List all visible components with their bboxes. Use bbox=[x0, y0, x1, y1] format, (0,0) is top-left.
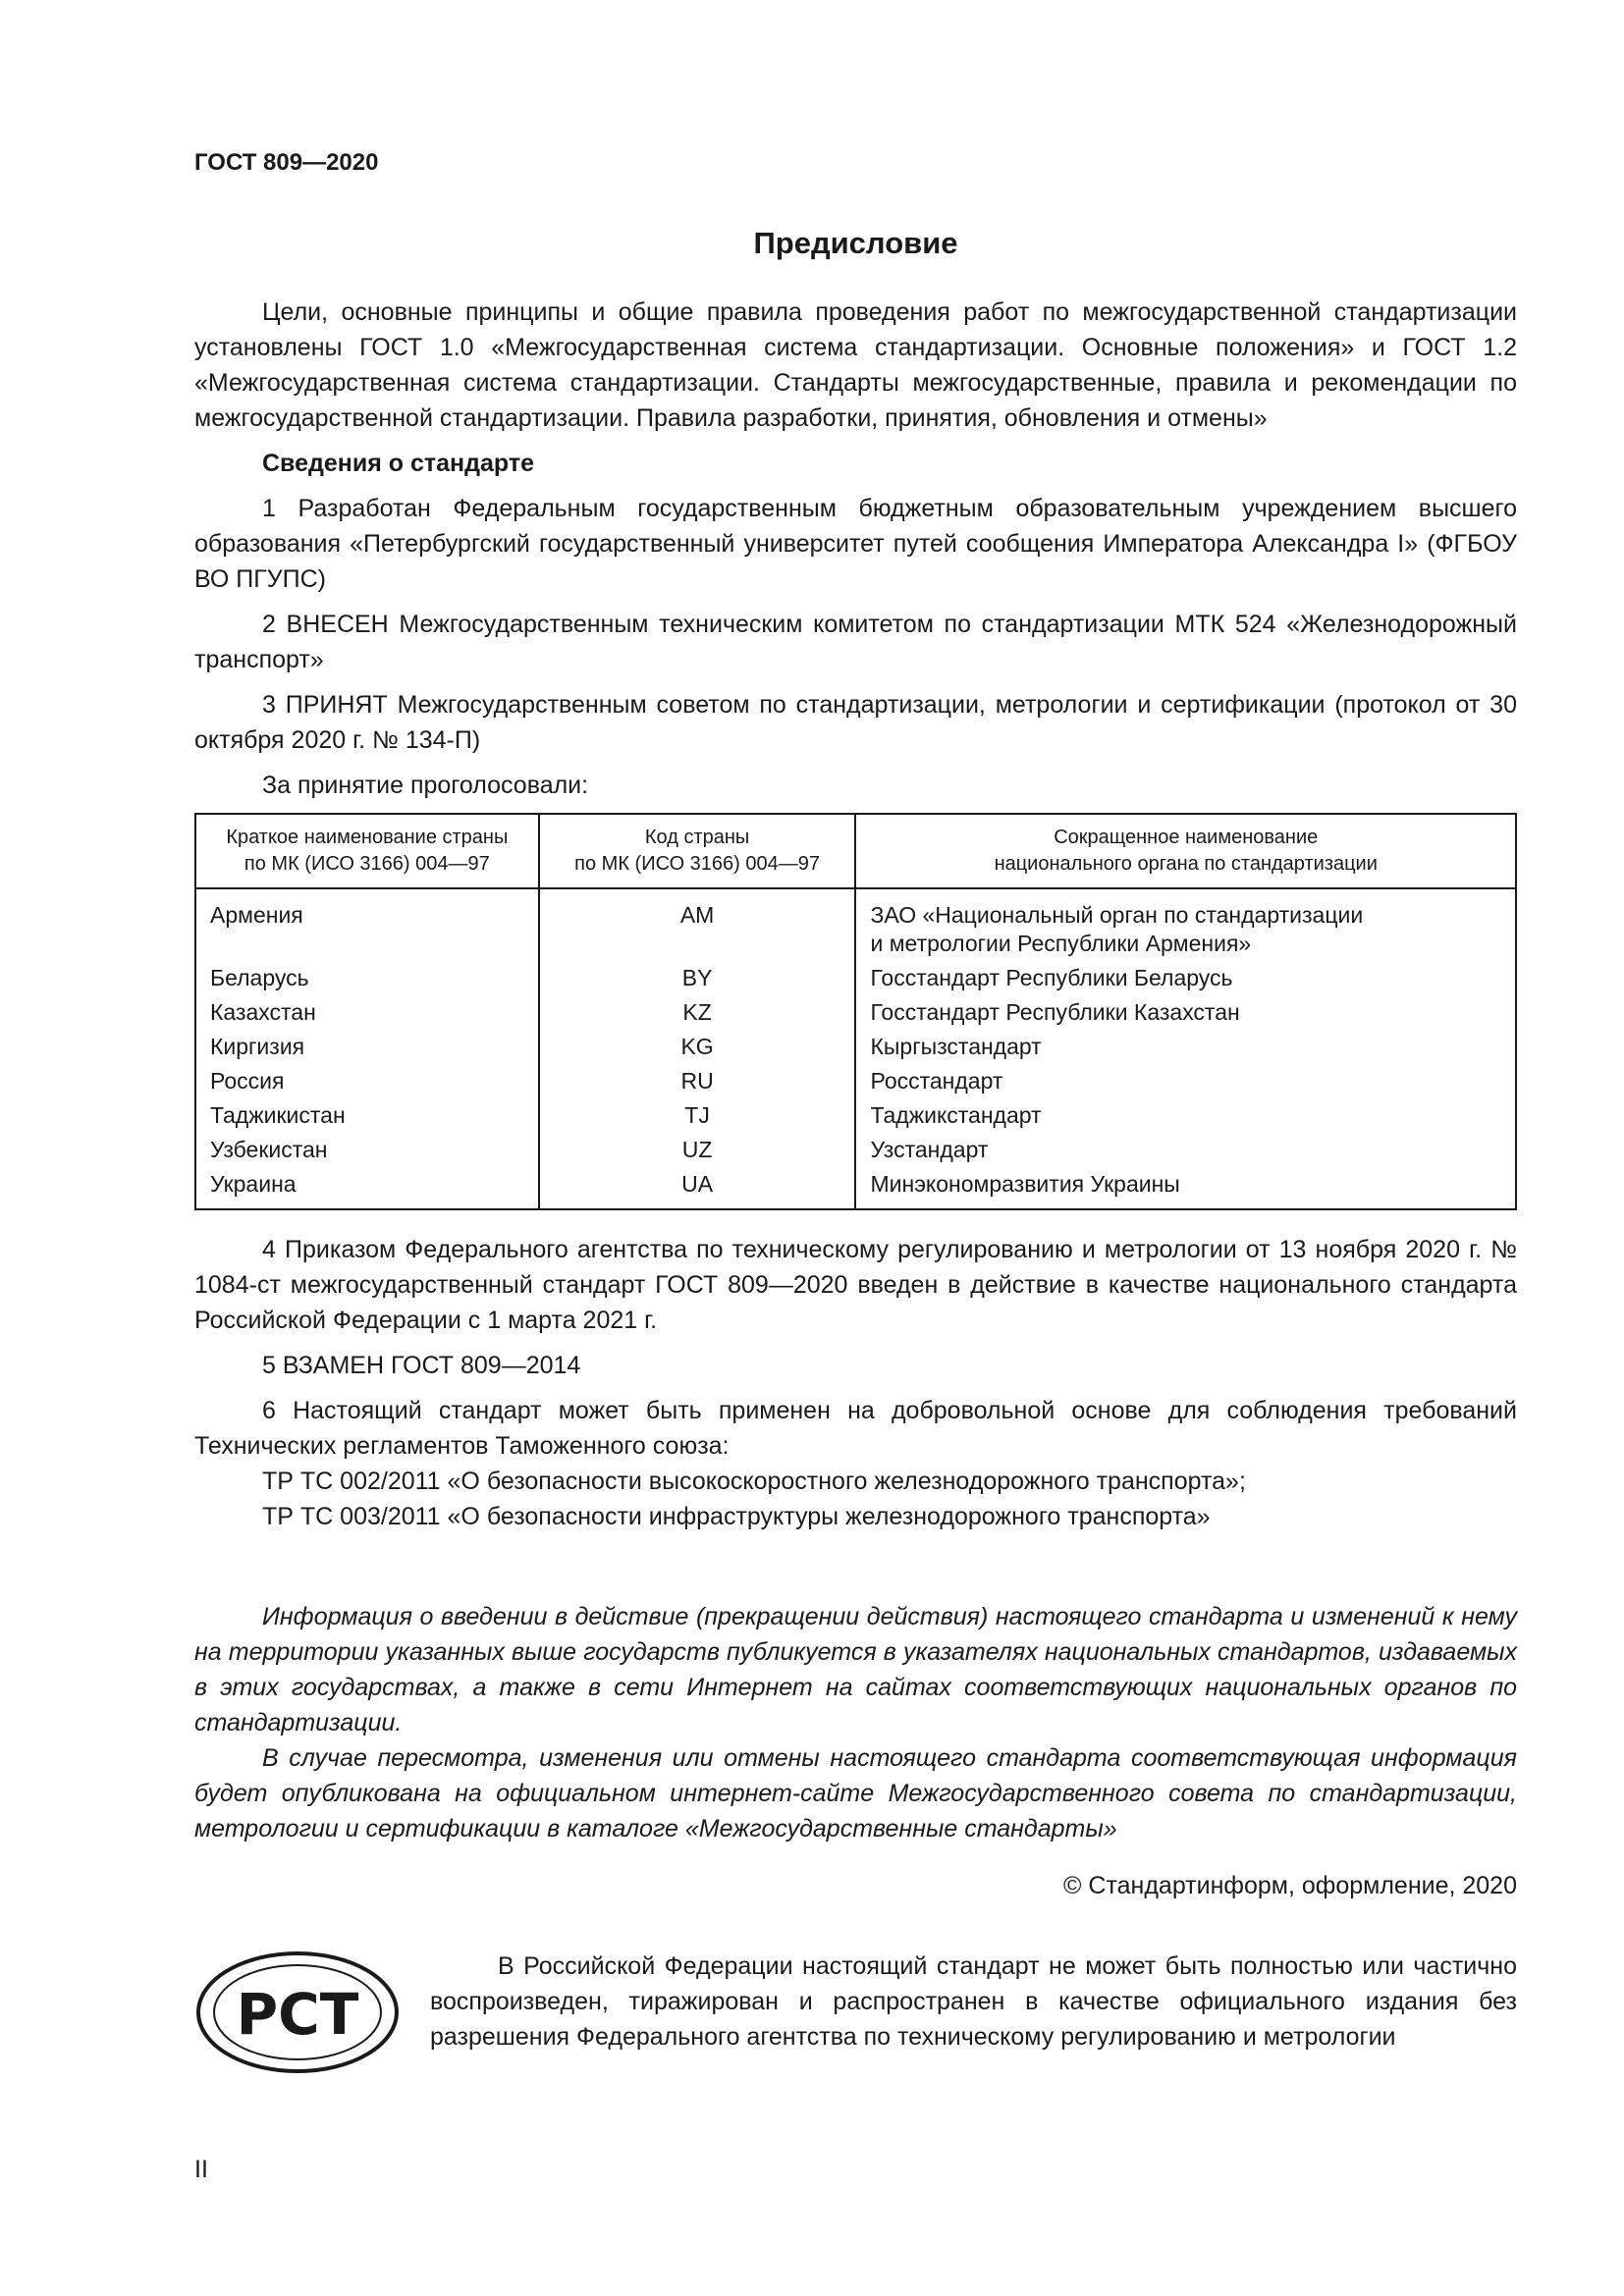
copyright: © Стандартинформ, оформление, 2020 bbox=[1063, 1872, 1517, 1899]
country-cell: Киргизия bbox=[195, 1030, 539, 1064]
tech-regulation-2: ТР ТС 003/2011 «О безопасности инфраструктуры железнодорожного транспорта» bbox=[262, 1503, 1211, 1530]
info-block bbox=[194, 1599, 1517, 1846]
column-header-code: Код страны по МК (ИСО 3166) 004—97 bbox=[539, 814, 856, 888]
organization-cell: ЗАО «Национальный орган по стандартизации и метрологии Республики Армения» bbox=[855, 888, 1516, 961]
info-paragraph-1: Информация о введении в действие (прекращении действия) настоящего стандарта и изменений к нему на территории указанных выше государств публикуется в указателях национальных стандартов, издаваемых в этих государствах, а также в сети Интернет на сайтах соответствующих национальных органов по стандартизации. bbox=[194, 1603, 1517, 1736]
table-row bbox=[195, 1098, 1516, 1133]
organization-cell: Минэкономразвития Украины bbox=[855, 1167, 1516, 1209]
rst-certification-logo bbox=[194, 1949, 401, 2076]
table-row bbox=[195, 1030, 1516, 1064]
country-cell: Россия bbox=[195, 1064, 539, 1098]
country-cell: Казахстан bbox=[195, 995, 539, 1030]
item-4: 4 Приказом Федерального агентства по техническому регулированию и метрологии от 13 ноября 2020 г. № 1084-ст межгосударственный стандарт ГОСТ 809—2020 введен в действие в качестве национального стандарта Российской Федерации с 1 марта 2021 г. bbox=[194, 1236, 1517, 1334]
country-cell: Беларусь bbox=[195, 961, 539, 995]
country-cell: Армения bbox=[195, 888, 539, 961]
voted-label: За принятие проголосовали: bbox=[262, 772, 589, 799]
table-row bbox=[195, 1167, 1516, 1209]
item-3: 3 ПРИНЯТ Межгосударственным советом по стандартизации, метрологии и сертификации (протокол от 30 октября 2020 г. № 134-П) bbox=[194, 691, 1517, 754]
organization-cell: Госстандарт Республики Беларусь bbox=[855, 961, 1516, 995]
organization-cell: Госстандарт Республики Казахстан bbox=[855, 995, 1516, 1030]
voting-table-wrapper bbox=[194, 813, 1517, 1210]
organization-cell: Росстандарт bbox=[855, 1064, 1516, 1098]
logo-lettering: РСТ bbox=[236, 1981, 359, 2048]
item-5: 5 ВЗАМЕН ГОСТ 809—2014 bbox=[262, 1352, 581, 1379]
page-title: Предисловие bbox=[753, 226, 958, 260]
table-row bbox=[195, 1064, 1516, 1098]
table-header-row bbox=[195, 814, 1516, 888]
code-cell: UZ bbox=[539, 1133, 856, 1167]
item-6: 6 Настоящий стандарт может быть применен на добровольной основе для соблюдения требований Технических регламентов Таможенного союза: bbox=[194, 1397, 1517, 1460]
column-header-country: Краткое наименование страны по МК (ИСО 3166) 004—97 bbox=[195, 814, 539, 888]
table-row bbox=[195, 995, 1516, 1030]
organization-cell: Таджикстандарт bbox=[855, 1098, 1516, 1133]
organization-cell: Узстандарт bbox=[855, 1133, 1516, 1167]
code-cell: UA bbox=[539, 1167, 856, 1209]
code-cell: BY bbox=[539, 961, 856, 995]
rights-notice: В Российской Федерации настоящий стандарт не может быть полностью или частично воспроизведен, тиражирован и распространен в качестве официального издания без разрешения Федерального агентства по техническому регулированию и метрологии bbox=[430, 1952, 1517, 2051]
country-cell: Таджикистан bbox=[195, 1098, 539, 1133]
table-row bbox=[195, 1133, 1516, 1167]
code-cell: KZ bbox=[539, 995, 856, 1030]
section-title: Сведения о стандарте bbox=[262, 450, 535, 477]
tech-regulation-1: ТР ТС 002/2011 «О безопасности высокоскоростного железнодорожного транспорта»; bbox=[262, 1468, 1246, 1495]
table-row bbox=[195, 961, 1516, 995]
code-cell: RU bbox=[539, 1064, 856, 1098]
intro-paragraph: Цели, основные принципы и общие правила проведения работ по межгосударственной стандартизации установлены ГОСТ 1.0 «Межгосударственная система стандартизации. Основные положения» и ГОСТ 1.2 «Межгосударственная система стандартизации. Стандарты межгосударственные, правила и рекомендации по межгосударственной стандартизации. Правила разработки, принятия, обновления и отмены» bbox=[194, 298, 1517, 432]
document-body bbox=[194, 294, 1517, 1903]
table-row bbox=[195, 888, 1516, 961]
item-1: 1 Разработан Федеральным государственным бюджетным образовательным учреждением высшего образования «Петербургский государственный университет путей сообщения Императора Александра I» (ФГБОУ ВО ПГУПС) bbox=[194, 495, 1517, 593]
code-cell: TJ bbox=[539, 1098, 856, 1133]
info-paragraph-2: В случае пересмотра, изменения или отмены настоящего стандарта соответствующая информация будет опубликована на официальном интернет-сайте Межгосударственного совета по стандартизации, метрологии и сертификации в каталоге «Межгосударственные стандарты» bbox=[194, 1744, 1517, 1842]
country-cell: Украина bbox=[195, 1167, 539, 1209]
voting-table bbox=[194, 813, 1517, 1210]
column-header-organization: Сокращенное наименование национального органа по стандартизации bbox=[855, 814, 1516, 888]
organization-cell: Кыргызстандарт bbox=[855, 1030, 1516, 1064]
country-cell: Узбекистан bbox=[195, 1133, 539, 1167]
document-header: ГОСТ 809—2020 bbox=[194, 149, 379, 176]
item-2: 2 ВНЕСЕН Межгосударственным техническим комитетом по стандартизации МТК 524 «Железнодорожный транспорт» bbox=[194, 611, 1517, 673]
code-cell: KG bbox=[539, 1030, 856, 1064]
code-cell: AM bbox=[539, 888, 856, 961]
page-number: II bbox=[194, 2156, 208, 2183]
